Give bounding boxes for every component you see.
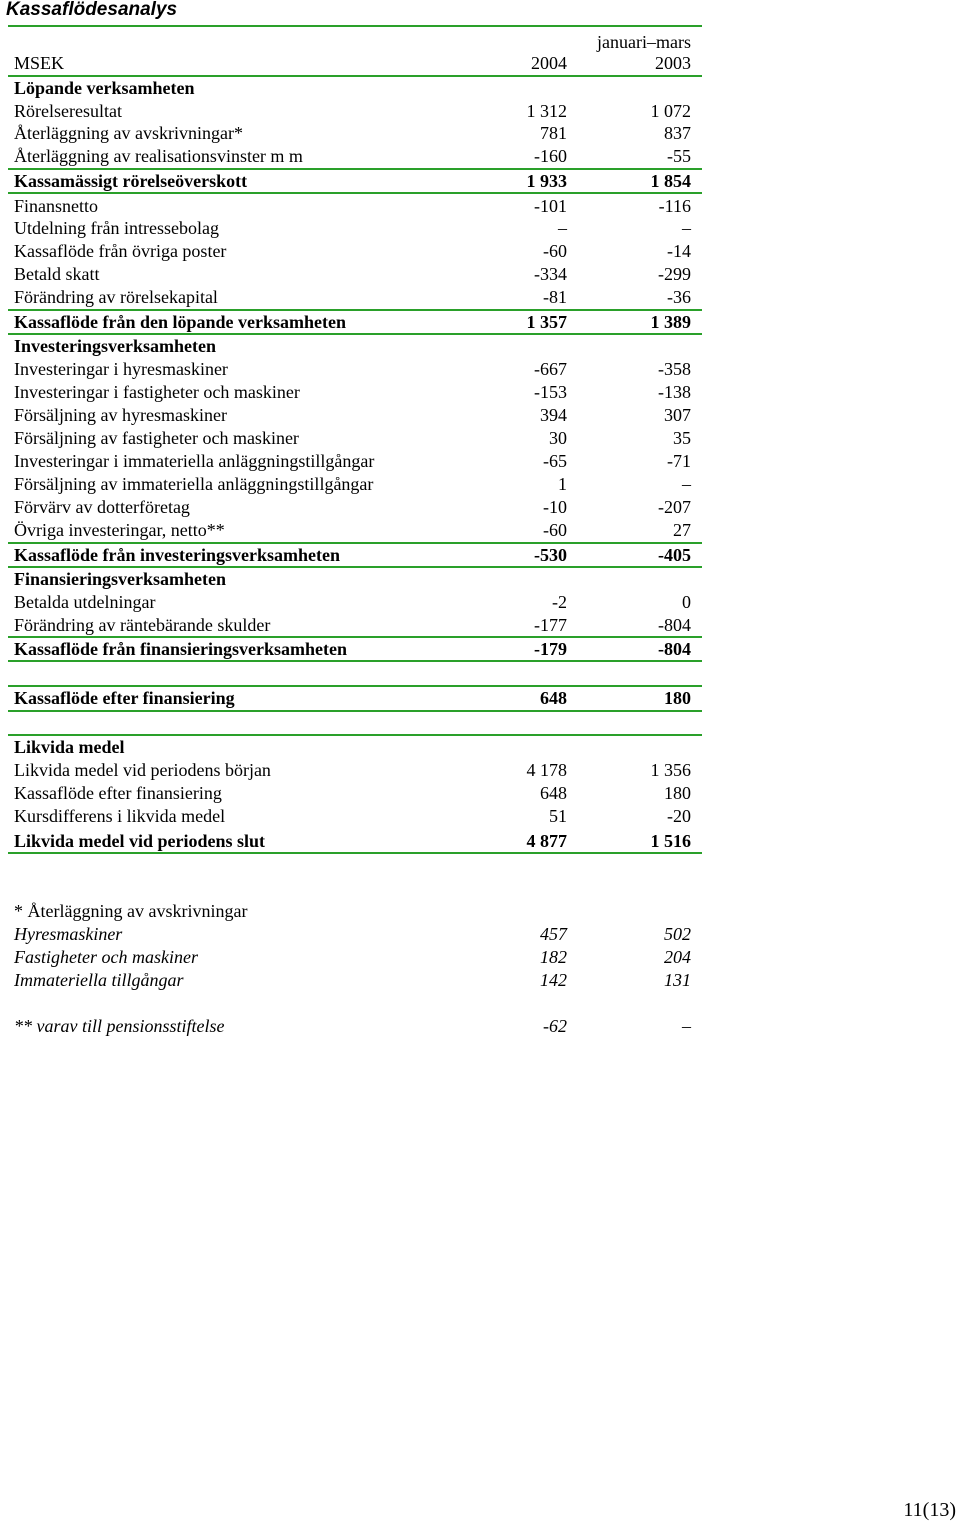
row-label: Betald skatt [14, 264, 100, 284]
table-row [14, 335, 691, 357]
table-row [14, 404, 691, 426]
row-label: Försäljning av hyresmaskiner [14, 405, 227, 425]
row-value-2003: 502 [664, 924, 691, 944]
table-row [14, 217, 691, 239]
section-rule [8, 660, 702, 662]
row-value-2004: -179 [534, 639, 567, 659]
period-label: januari–mars [597, 32, 691, 52]
table-row [14, 286, 691, 308]
table-row [14, 122, 691, 144]
title-rule [8, 25, 702, 27]
row-value-2003: 1 854 [650, 171, 691, 191]
row-label: Löpande verksamheten [14, 78, 195, 98]
table-row [14, 687, 691, 709]
row-label: Likvida medel vid periodens slut [14, 831, 266, 851]
header-col2: 2003 [655, 53, 691, 73]
row-value-2004: 51 [549, 806, 567, 826]
row-value-2004: 648 [540, 688, 567, 708]
row-value-2004: 394 [540, 405, 567, 425]
section-rule [8, 309, 702, 311]
row-label: Rörelseresultat [14, 101, 122, 121]
row-label: Försäljning av immateriella anläggningstillgångar [14, 474, 374, 494]
table-row [14, 381, 691, 403]
row-value-2003: 0 [682, 592, 691, 612]
row-value-2004: -530 [534, 545, 567, 565]
table-row [14, 759, 691, 781]
row-label: Investeringar i immateriella anläggningstillgångar [14, 451, 375, 471]
row-value-2003: -207 [658, 497, 691, 517]
row-value-2004: 1 357 [526, 312, 567, 332]
section-rule [8, 542, 702, 544]
row-value-2004: -160 [534, 146, 567, 166]
row-label: Likvida medel [14, 737, 125, 757]
row-label: Förvärv av dotterföretag [14, 497, 190, 517]
row-value-2003: 180 [664, 783, 691, 803]
header-unit-label: MSEK [14, 53, 65, 73]
row-label: Kassaflöde från finansieringsverksamheten [14, 639, 347, 659]
row-value-2004: 1 933 [526, 171, 567, 191]
row-label: * Återläggning av avskrivningar [14, 901, 248, 921]
row-value-2003: 35 [673, 428, 691, 448]
section-rule [8, 566, 702, 568]
row-value-2003: -804 [658, 639, 691, 659]
row-value-2003: -804 [658, 615, 691, 635]
row-label: Försäljning av fastigheter och maskiner [14, 428, 299, 448]
row-label: Fastigheter och maskiner [14, 947, 198, 967]
section-rule [8, 168, 702, 170]
table-row [14, 450, 691, 472]
row-label: Betalda utdelningar [14, 592, 156, 612]
table-row [14, 830, 691, 852]
row-value-2003: 131 [664, 970, 691, 990]
row-value-2004: – [558, 218, 567, 238]
row-label: Utdelning från intressebolag [14, 218, 219, 238]
row-value-2003: -71 [667, 451, 691, 471]
table-header-row [14, 52, 691, 74]
row-value-2004: -2 [552, 592, 567, 612]
row-label: Övriga investeringar, netto** [14, 520, 225, 540]
row-value-2004: -81 [543, 287, 567, 307]
row-value-2004: -10 [543, 497, 567, 517]
row-value-2003: 1 389 [650, 312, 691, 332]
row-label: Finansieringsverksamheten [14, 569, 227, 589]
table-row [14, 946, 691, 968]
row-value-2004: -101 [534, 196, 567, 216]
row-value-2003: -36 [667, 287, 691, 307]
row-value-2004: -334 [534, 264, 567, 284]
row-value-2004: 142 [540, 970, 567, 990]
row-label: Investeringsverksamheten [14, 336, 216, 356]
section-rule [8, 852, 702, 854]
row-value-2004: 4 178 [526, 760, 567, 780]
row-value-2003: -405 [658, 545, 691, 565]
table-row [14, 544, 691, 566]
table-row [14, 358, 691, 380]
page-number: 11(13) [903, 1499, 956, 1521]
row-value-2004: 781 [540, 123, 567, 143]
row-value-2004: -60 [543, 520, 567, 540]
row-label: Förändring av räntebärande skulder [14, 615, 271, 635]
row-label: Kursdifferens i likvida medel [14, 806, 226, 826]
table-row [14, 427, 691, 449]
row-value-2004: 182 [540, 947, 567, 967]
row-value-2003: 204 [664, 947, 691, 967]
page-title: Kassaflödesanalys [6, 0, 178, 20]
row-label: Finansnetto [14, 196, 98, 216]
row-value-2004: 4 877 [526, 831, 567, 851]
row-value-2003: 180 [664, 688, 691, 708]
section-rule [8, 734, 702, 736]
row-label: Investeringar i hyresmaskiner [14, 359, 228, 379]
table-row [14, 923, 691, 945]
row-value-2004: 457 [540, 924, 567, 944]
row-value-2003: -299 [658, 264, 691, 284]
row-value-2003: -20 [667, 806, 691, 826]
row-value-2004: -62 [543, 1016, 567, 1036]
row-value-2003: -138 [658, 382, 691, 402]
row-value-2003: – [682, 218, 691, 238]
row-label: Kassamässigt rörelseöverskott [14, 171, 248, 191]
table-row [14, 145, 691, 167]
row-value-2003: -14 [667, 241, 691, 261]
row-value-2003: 27 [673, 520, 691, 540]
section-rule [8, 636, 702, 638]
row-label: ** varav till pensionsstiftelse [14, 1016, 225, 1036]
section-rule [8, 685, 702, 687]
table-row [14, 195, 691, 217]
section-rule [8, 333, 702, 335]
table-row [14, 969, 691, 991]
row-label: Kassaflöde efter finansiering [14, 688, 235, 708]
row-value-2003: 1 516 [650, 831, 691, 851]
row-value-2003: -55 [667, 146, 691, 166]
row-label: Kassaflöde från investeringsverksamheten [14, 545, 340, 565]
row-value-2003: -358 [658, 359, 691, 379]
row-value-2003: – [682, 474, 691, 494]
table-row [14, 263, 691, 285]
row-label: Återläggning av avskrivningar* [14, 123, 243, 143]
table-row [14, 568, 691, 590]
table-row [14, 473, 691, 495]
row-label: Kassaflöde från den löpande verksamheten [14, 312, 347, 332]
row-label: Immateriella tillgångar [14, 970, 184, 990]
row-value-2004: -177 [534, 615, 567, 635]
table-row [14, 1015, 691, 1037]
table-row [14, 496, 691, 518]
table-row [14, 782, 691, 804]
row-label: Investeringar i fastigheter och maskiner [14, 382, 300, 402]
table-row [14, 170, 691, 192]
row-label: Återläggning av realisationsvinster m m [14, 146, 303, 166]
table-row [14, 736, 691, 758]
row-value-2003: – [682, 1016, 691, 1036]
table-row [14, 311, 691, 333]
row-label: Förändring av rörelsekapital [14, 287, 218, 307]
row-value-2003: -116 [658, 196, 691, 216]
row-value-2003: 1 356 [650, 760, 691, 780]
table-row [14, 614, 691, 636]
table-row [14, 591, 691, 613]
section-rule [8, 710, 702, 712]
row-value-2004: -153 [534, 382, 567, 402]
row-value-2003: 1 072 [650, 101, 691, 121]
table-row [14, 805, 691, 827]
header-col1: 2004 [531, 53, 567, 73]
row-label: Kassaflöde efter finansiering [14, 783, 222, 803]
row-value-2004: 30 [549, 428, 567, 448]
row-label: Hyresmaskiner [14, 924, 123, 944]
row-value-2004: -667 [534, 359, 567, 379]
row-value-2004: 648 [540, 783, 567, 803]
row-value-2004: 1 [558, 474, 567, 494]
table-row [14, 900, 691, 922]
row-label: Likvida medel vid periodens början [14, 760, 271, 780]
row-label: Kassaflöde från övriga poster [14, 241, 227, 261]
table-row [14, 519, 691, 541]
table-row [14, 240, 691, 262]
table-row [14, 638, 691, 660]
row-value-2003: 837 [664, 123, 691, 143]
row-value-2003: 307 [664, 405, 691, 425]
row-value-2004: 1 312 [526, 101, 567, 121]
row-value-2004: -65 [543, 451, 567, 471]
row-value-2004: -60 [543, 241, 567, 261]
table-row [14, 77, 691, 99]
section-rule [8, 192, 702, 194]
table-row [14, 100, 691, 122]
